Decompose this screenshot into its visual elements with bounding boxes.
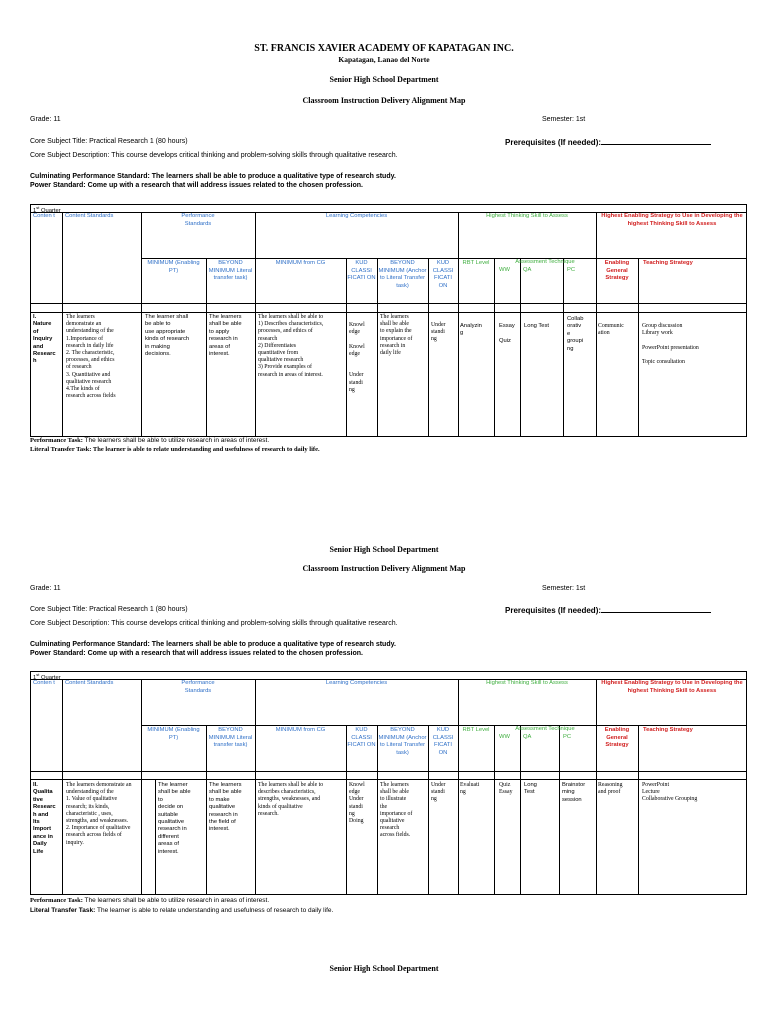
row1-pc: Collab orativ e groupi ng xyxy=(567,316,584,352)
culminating-standard: Culminating Performance Standard: The learners shall be able to produce a qualitative type of research study. xyxy=(30,173,396,180)
sub-minimum-cg: MINIMUM from CG xyxy=(275,260,326,266)
sub-minimum-cg-2: MINIMUM from CG xyxy=(275,727,326,733)
subject-description-2: Core Subject Description: This course develops critical thinking and problem-solving skills through qualitative research. xyxy=(30,620,398,627)
prerequisites-label: Prerequisites (If needed): xyxy=(505,138,602,147)
sub-ww-2: WW xyxy=(499,734,510,740)
row2-kud-2: Under standi ng xyxy=(431,782,446,803)
subject-title-2: Core Subject Title: Practical Research 1 (80 hours) xyxy=(30,606,188,613)
col-content-standards-header: Content Standards xyxy=(65,213,114,219)
row2-beyond-minimum: The learners shall be able to make qualitative research in the field of interest. xyxy=(209,782,242,833)
map-title: Classroom Instruction Delivery Alignment Map xyxy=(302,96,466,105)
col-performance-standards-header-2: Performance Standards xyxy=(181,680,215,694)
row2-beyond-anchor: The learners shall be able to illustrate the importance of qualitative research across fields. xyxy=(380,782,413,839)
performance-task-2: Performance Task: The learners shall be able to utilize research in areas of interest. xyxy=(30,897,270,904)
row2-kud-1: Knowl edge Under standi ng Doing xyxy=(349,782,365,825)
col-highest-enabling-header-2: Highest Enabling Strategy to Use in Developing the highest Thinking Skill to Assess xyxy=(601,680,743,694)
col-content-header: Conten t xyxy=(33,213,55,219)
col-content-standards-header-2: Content Standards xyxy=(65,680,114,686)
row1-ww: Essay Quiz xyxy=(499,323,515,344)
sub-minimum-pt-2: MINIMUM (Enabling PT) xyxy=(147,727,200,741)
school-name: ST. FRANCIS XAVIER ACADEMY OF KAPATAGAN INC. xyxy=(254,43,514,54)
description-text: This course develops critical thinking and problem-solving skills through qualitative research. xyxy=(111,152,398,159)
row1-enabling-general: Communic ation xyxy=(598,323,624,337)
sub-teaching-strategy: Teaching Strategy xyxy=(643,260,693,266)
sub-kud-1-2: KUD CLASSI FICATI ON xyxy=(347,727,376,749)
department-title-2: Senior High School Department xyxy=(329,545,439,554)
row1-content: I. Nature of Inquiry and Researc h xyxy=(33,314,56,365)
row2-teaching-strategy: PowerPoint Lecture Collaborative Grouping xyxy=(642,782,698,803)
quarter-label-2: 1st Quarter xyxy=(33,672,61,681)
school-address: Kapatagan, Lanao del Norte xyxy=(338,55,430,64)
row1-beyond-minimum: The learners shall be able to apply research in areas of interest. xyxy=(209,314,242,358)
row1-qa: Long Test xyxy=(524,323,550,329)
power-standard: Power Standard: Come up with a research that will address issues related to the chosen profession. xyxy=(30,182,363,189)
row2-ww: Quiz Essay xyxy=(499,782,513,796)
culminating-standard-2: Culminating Performance Standard: The learners shall be able to produce a qualitative type of research study. xyxy=(30,641,396,648)
grade-label-2: Grade: 11 xyxy=(30,585,61,592)
sub-enabling-general-2: Enabling General Strategy xyxy=(604,727,630,749)
literal-transfer-2: Literal Transfer Task: The learner is able to relate understanding and usefulness of research to daily life. xyxy=(30,907,334,914)
semester-label: Semester: 1st xyxy=(542,116,586,123)
row1-minimum-cg: The learners shall be able to 1) Describes characteristics, processes, and ethics of research 2) Differentiates quantitative from qualitative research 3) Provide examples of research in areas of interest. xyxy=(258,314,324,378)
sub-beyond-minimum: BEYOND MINIMUM Literal transfer task) xyxy=(208,260,253,282)
sub-kud-1: KUD CLASSI FICATI ON xyxy=(347,260,376,282)
row2-qa: Long Test xyxy=(524,782,537,796)
performance-task-1: Performance Task: The learners shall be able to utilize research in areas of interest. xyxy=(30,437,270,444)
grade-label: Grade: 11 xyxy=(30,116,61,123)
sub-pc: PC xyxy=(567,267,576,273)
literal-transfer-1: Literal Transfer Task: The learner is able to relate understanding and usefulness of research to daily life. xyxy=(30,446,320,453)
col-learning-competencies-header: Learning Competencies xyxy=(325,213,388,219)
col-learning-competencies-header-2: Learning Competencies xyxy=(325,680,388,686)
department-title-3: Senior High School Department xyxy=(329,964,439,973)
prerequisites-blank xyxy=(601,137,711,145)
sub-kud-2: KUD CLASSI FICATI ON xyxy=(432,260,454,289)
row1-content-standards: The learners demonstrate an understanding of the 1.Importance of research in daily life 2. The characteristic, processes, and ethics of research 3. Quantitative and qualitative research 4.The kinds of research across fields xyxy=(66,314,116,400)
semester-label-2: Semester: 1st xyxy=(542,585,586,592)
sub-pc-2: PC xyxy=(563,734,572,740)
prerequisites-2: Prerequisites (If needed): xyxy=(505,605,711,615)
row1-kud-1: Knowl edge Knowl edge Under standi ng xyxy=(349,322,365,393)
prerequisites xyxy=(505,137,711,147)
department-title: Senior High School Department xyxy=(329,75,439,84)
row2-rbt: Evaluati ng xyxy=(460,782,480,796)
sub-beyond-anchor-2: BEYOND MINIMUM (Anchor to Literal Transfer task) xyxy=(378,727,427,756)
map-title-2: Classroom Instruction Delivery Alignment Map xyxy=(302,564,466,573)
sub-ww: WW xyxy=(499,267,510,273)
power-standard-2: Power Standard: Come up with a research that will address issues related to the chosen profession. xyxy=(30,650,363,657)
col-highest-thinking-header-2: Highest Thinking Skill to Assess xyxy=(486,680,568,686)
sub-qa-2: QA xyxy=(523,734,532,740)
row2-enabling-general: Reasoning and proof xyxy=(598,782,623,796)
row1-beyond-anchor: The learners shall be able to explain the importance of research in daily life xyxy=(380,314,413,357)
sub-assessment-2: Assessment Technique xyxy=(515,726,575,732)
row2-pc: Brainstor ming session xyxy=(562,782,586,803)
sub-assessment: Assessment Technique xyxy=(515,259,575,265)
row2-minimum-cg: The learners shall be able to describes characteristics, strengths, weaknesses, and kinds of qualitative research. xyxy=(258,782,324,817)
sub-beyond-anchor: BEYOND MINIMUM (Anchor to Literal Transfer task) xyxy=(378,260,427,289)
row2-minimum-pt: The learner shall be able to decide on suitable qualitative research in different areas of interest. xyxy=(158,782,191,855)
sub-minimum-pt: MINIMUM (Enabling PT) xyxy=(147,260,200,274)
col-highest-enabling-header: Highest Enabling Strategy to Use in Developing the highest Thinking Skill to Assess xyxy=(601,213,743,227)
sub-qa: QA xyxy=(523,267,532,273)
row1-rbt: Analyzin g xyxy=(460,323,482,337)
row1-kud-2: Under standi ng xyxy=(431,322,446,343)
sub-teaching-strategy-2: Teaching Strategy xyxy=(643,727,693,733)
sub-beyond-minimum-2: BEYOND MINIMUM Literal transfer task) xyxy=(208,727,253,749)
col-highest-thinking-header: Highest Thinking Skill to Assess xyxy=(486,213,568,219)
col-performance-standards-header: Performance Standards xyxy=(181,213,215,227)
row2-content: II. Qualita tive Researc h and Its Import ance in Daily Life xyxy=(33,782,56,855)
subject-title: Core Subject Title: Practical Research 1 (80 hours) xyxy=(30,138,188,145)
sub-rbt-2: RBT Level xyxy=(462,727,490,733)
sub-enabling-general: Enabling General Strategy xyxy=(604,260,630,282)
subject-description xyxy=(30,152,398,159)
row1-teaching-strategy: Group discussion Library work PowerPoint presentation Topic consultation xyxy=(642,323,699,366)
description-label: Core Subject Description: xyxy=(30,152,110,159)
row1-minimum-pt: The learner shall be able to use appropriate kinds of research in making decisions. xyxy=(145,314,190,358)
sub-rbt: RBT Level xyxy=(462,260,490,266)
sub-kud-2-2: KUD CLASSI FICATI ON xyxy=(432,727,454,756)
row2-content-standards: The learners demonstrate an understanding of the 1. Value of qualitative research; its kinds, characteristic , uses, strengths, and weaknesses. 2. Importance of qualitative research across fields of inquiry. xyxy=(66,782,132,846)
quarter-label: 1st Quarter xyxy=(33,205,61,214)
col-content-header-2: Conten t xyxy=(33,680,55,686)
